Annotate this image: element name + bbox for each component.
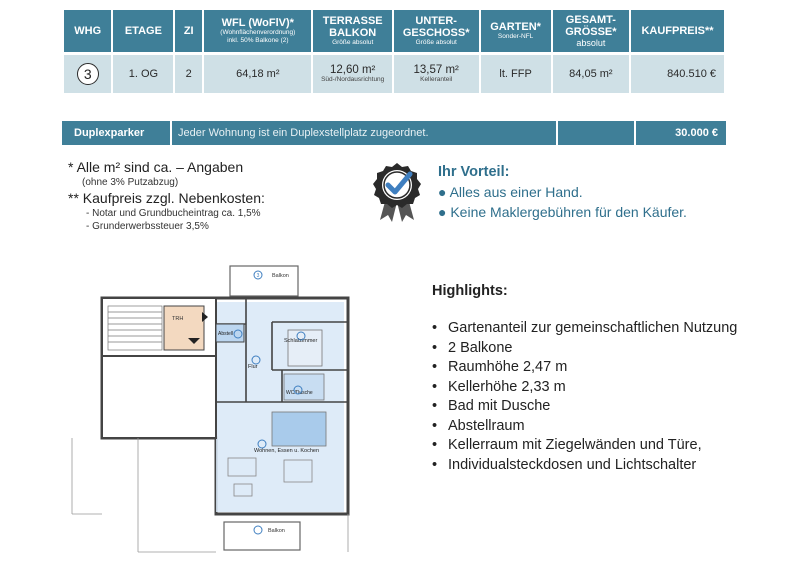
highlights bbox=[432, 283, 792, 475]
label-flur: Flur bbox=[248, 364, 258, 370]
duplexparker-text: Jeder Wohnung ist ein Duplexstellplatz zugeordnet. bbox=[172, 121, 556, 145]
advantage-title: Ihr Vorteil: bbox=[438, 164, 510, 180]
note-grunderwerb: - Grunderwerbssteuer 3,5% bbox=[86, 221, 209, 232]
list-item: • Kellerraum mit Ziegelwänden und Türe, bbox=[432, 436, 792, 456]
note-nebenkosten: ** Kaufpreis zzgl. Nebenkosten: bbox=[68, 190, 265, 206]
cell-etage: 1. OG bbox=[113, 55, 173, 93]
header-etage: ETAGE bbox=[113, 10, 173, 52]
duplexparker-row bbox=[62, 121, 726, 145]
label-schlafzimmer: Schlafzimmer bbox=[284, 338, 318, 344]
check-badge-icon bbox=[372, 162, 422, 224]
duplexparker-price: 30.000 € bbox=[636, 121, 726, 145]
list-item-continued: • Individualsteckdosen und Lichtschalter bbox=[432, 456, 792, 476]
header-kaufpreis: KAUFPREIS** bbox=[631, 10, 724, 52]
label-trh: TRH bbox=[172, 316, 184, 322]
cell-kaufpreis: 840.510 € bbox=[631, 55, 724, 93]
label-balkon-bottom: Balkon bbox=[268, 528, 285, 534]
cell-zi: 2 bbox=[175, 55, 202, 93]
cell-gesamt: 84,05 m² bbox=[553, 55, 629, 93]
label-wc: WC/Dusche bbox=[286, 390, 313, 396]
header-gesamt: GESAMT- GRÖSSE* absolut bbox=[553, 10, 629, 52]
note-sizes: * Alle m² sind ca. – Angaben bbox=[68, 159, 244, 175]
header-garten: GARTEN* Sonder-NFL bbox=[481, 10, 551, 52]
floor-plan bbox=[62, 262, 362, 554]
list-item: • Raumhöhe 2,47 m bbox=[432, 358, 792, 378]
cell-balkon: 12,60 m² Süd-/Nordausrichtung bbox=[313, 55, 391, 93]
cell-untergeschoss: 13,57 m² Kelleranteil bbox=[394, 55, 479, 93]
advantage-item: ● Alles aus einer Hand. bbox=[438, 184, 583, 200]
list-item: • Abstellraum bbox=[432, 417, 792, 437]
header-balkon: TERRASSE BALKON Größe absolut bbox=[313, 10, 391, 52]
header-untergeschoss: UNTER- GESCHOSS* Größe absolut bbox=[394, 10, 479, 52]
advantage-item: ● Keine Maklergebühren für den Käufer. bbox=[438, 204, 687, 220]
header-zi: ZI bbox=[175, 10, 202, 52]
highlights-title: Highlights: bbox=[432, 283, 508, 299]
label-balkon-top: Balkon bbox=[272, 273, 289, 279]
list-item: • Bad mit Dusche bbox=[432, 397, 792, 417]
duplexparker-label: Duplexparker bbox=[62, 121, 170, 145]
highlights-list bbox=[432, 319, 792, 475]
header-wfl: WFL (WoFlV)* (Wohnflächenverordnung) inkl. 50% Balkone (2) bbox=[204, 10, 311, 52]
apartment-table bbox=[62, 10, 726, 93]
list-item: • 2 Balkone bbox=[432, 339, 792, 359]
duplexparker-spacer bbox=[558, 121, 634, 145]
advantage-box bbox=[438, 162, 758, 222]
svg-text:3: 3 bbox=[256, 273, 260, 279]
cell-wfl: 64,18 m² bbox=[204, 55, 311, 93]
footnotes bbox=[68, 158, 368, 233]
note-notar: - Notar und Grundbucheintrag ca. 1,5% bbox=[86, 208, 261, 219]
list-item: • Kellerhöhe 2,33 m bbox=[432, 378, 792, 398]
label-wohnen: Wohnen, Essen u. Kochen bbox=[254, 448, 320, 454]
unit-number-circle: 3 bbox=[77, 63, 99, 85]
note-putzabzug: (ohne 3% Putzabzug) bbox=[82, 177, 179, 188]
table-row bbox=[64, 55, 724, 93]
cell-garten: lt. FFP bbox=[481, 55, 551, 93]
table-header-row bbox=[64, 10, 724, 52]
header-whg: WHG bbox=[64, 10, 111, 52]
label-abstell: Abstell bbox=[218, 331, 234, 337]
list-item: • Gartenanteil zur gemeinschaftlichen Nutzung bbox=[432, 319, 792, 339]
